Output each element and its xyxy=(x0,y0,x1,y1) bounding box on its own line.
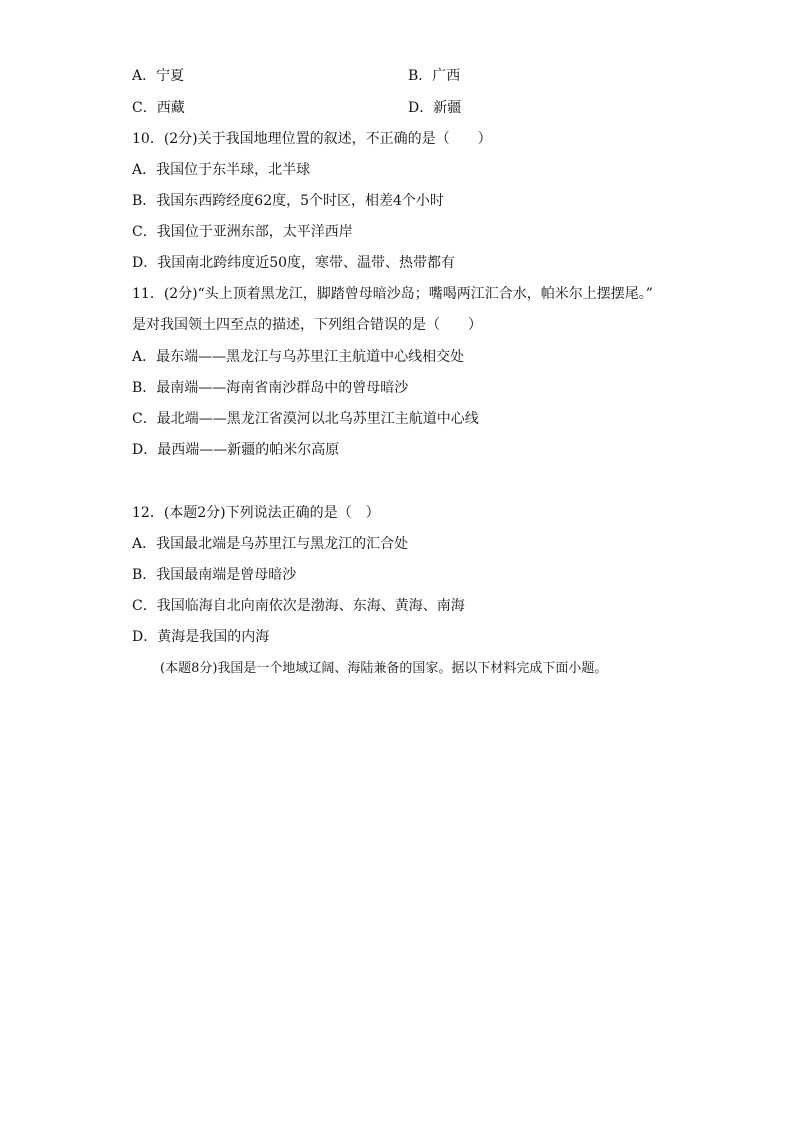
q12-option-c: C．我国临海自北向南依次是渤海、东海、黄海、南海 xyxy=(132,598,465,614)
q9-option-d: D．新疆 xyxy=(408,100,462,116)
q11-option-c: C．最北端——黑龙江省漠河以北乌苏里江主航道中心线 xyxy=(132,411,479,427)
q10-option-d: D．我国南北跨纬度近50度，寒带、温带、热带都有 xyxy=(132,255,456,271)
q11-stem-line1: 11．(2分)“头上顶着黑龙江，脚踏曾母暗沙岛；嘴喝两江汇合水，帕米尔上摆摆尾。” xyxy=(132,286,653,302)
q10-option-a: A．我国位于东半球，北半球 xyxy=(132,162,311,178)
q10-option-b: B．我国东西跨经度62度，5个时区，相差4个小时 xyxy=(132,193,444,209)
q12-option-d: D．黄海是我国的内海 xyxy=(132,629,270,645)
q12-option-a: A．我国最北端是乌苏里江与黑龙江的汇合处 xyxy=(132,536,409,552)
q9-option-c: C．西藏 xyxy=(132,100,185,116)
q11-option-d: D．最西端——新疆的帕米尔高原 xyxy=(132,442,340,458)
q11-option-b: B．最南端——海南省南沙群岛中的曾母暗沙 xyxy=(132,380,409,396)
q12-option-b: B．我国最南端是曾母暗沙 xyxy=(132,567,297,583)
material-intro: (本题8分)我国是一个地域辽阔、海陆兼备的国家。据以下材料完成下面小题。 xyxy=(160,661,608,676)
q12-stem: 12．(本题2分)下列说法正确的是（ ） xyxy=(132,505,380,521)
q11-option-a: A．最东端——黑龙江与乌苏里江主航道中心线相交处 xyxy=(132,349,465,365)
q9-option-b: B．广西 xyxy=(408,68,461,84)
q9-option-a: A．宁夏 xyxy=(132,68,185,84)
q11-stem-line2: 是对我国领土四至点的描述，下列组合错误的是（ ） xyxy=(132,317,482,333)
q10-stem: 10．(2分)关于我国地理位置的叙述，不正确的是（ ） xyxy=(132,131,492,147)
q10-option-c: C．我国位于亚洲东部，太平洋西岸 xyxy=(132,224,353,240)
